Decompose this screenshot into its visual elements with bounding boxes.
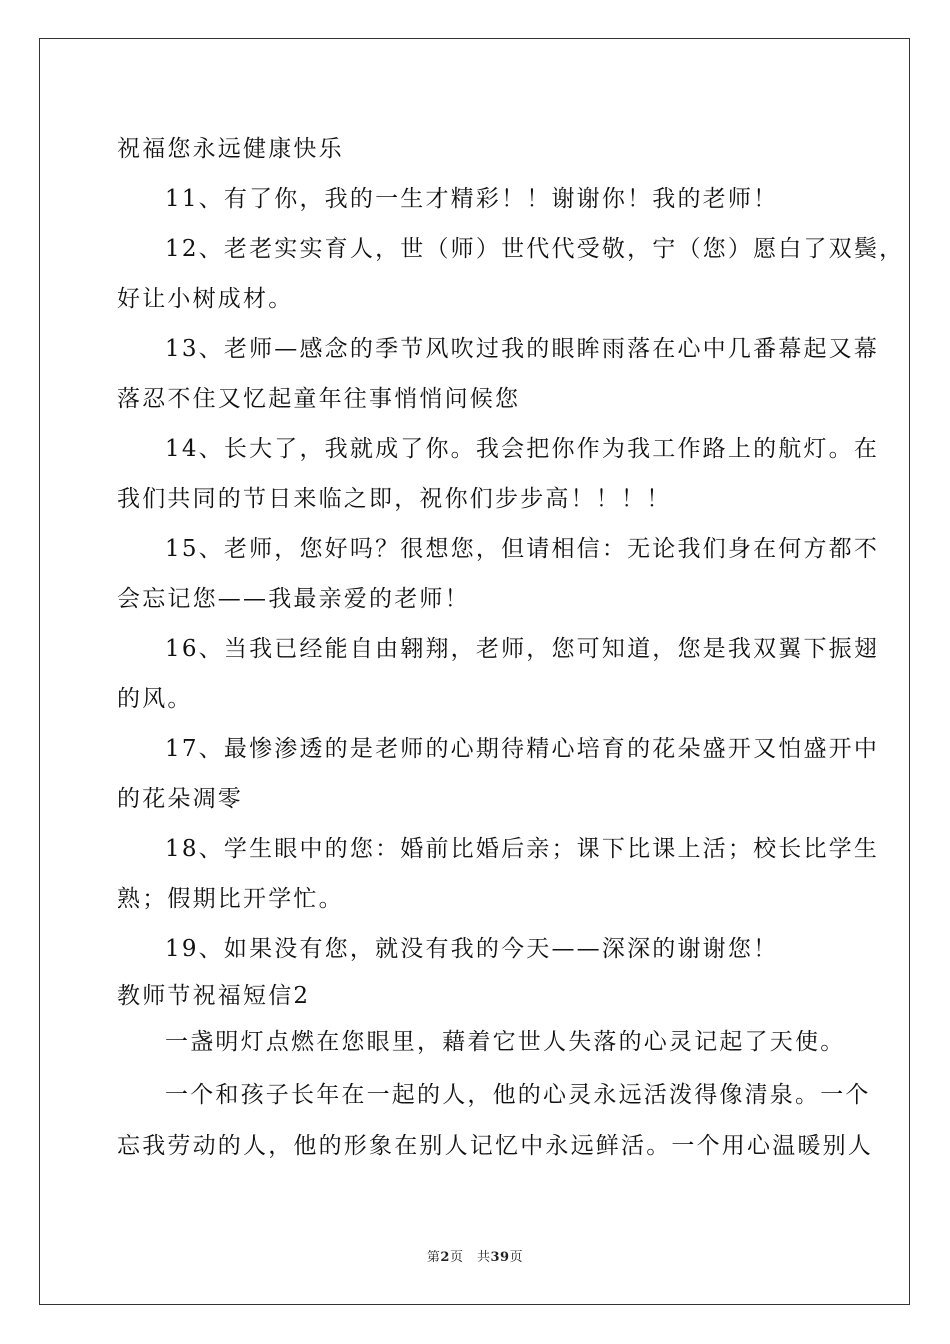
page-footer <box>0 1246 950 1265</box>
total-pages-number: 39 <box>490 1250 510 1265</box>
list-item-12: 12、老老实实育人，世（师）世代代受敬，宁（您）愿白了双鬓， <box>165 236 905 262</box>
text-line: 的花朵凋零 <box>117 786 243 812</box>
list-item-14: 14、长大了，我就成了你。我会把你作为我工作路上的航灯。在 <box>165 436 880 462</box>
list-item-19: 19、如果没有您，就没有我的今天——深深的谢谢您！ <box>165 936 779 962</box>
footer-suffix: 页 <box>509 1250 524 1265</box>
current-page-number: 2 <box>440 1250 450 1265</box>
text-line: 会忘记您——我最亲爱的老师！ <box>117 586 470 612</box>
list-item-17: 17、最惨渗透的是老师的心期待精心培育的花朵盛开又怕盛开中 <box>165 736 880 762</box>
text-line: 祝福您永远健康快乐 <box>117 136 344 162</box>
list-item-13: 13、老师—感念的季节风吹过我的眼眸雨落在心中几番幕起又幕 <box>165 336 880 362</box>
paragraph-line: 一盏明灯点燃在您眼里，藉着它世人失落的心灵记起了天使。 <box>165 1029 846 1055</box>
paragraph-line: 忘我劳动的人，他的形象在别人记忆中永远鲜活。一个用心温暖别人 <box>117 1133 873 1159</box>
text-line: 熟；假期比开学忙。 <box>117 886 344 912</box>
list-item-15: 15、老师，您好吗？很想您，但请相信：无论我们身在何方都不 <box>165 536 880 562</box>
footer-mid: 页 共 <box>449 1250 491 1265</box>
footer-prefix: 第 <box>426 1250 441 1265</box>
text-line: 我们共同的节日来临之即，祝你们步步高！！！！ <box>117 486 672 512</box>
text-line: 的风。 <box>117 686 193 712</box>
paragraph-line: 一个和孩子长年在一起的人，他的心灵永远活泼得像清泉。一个 <box>165 1082 871 1108</box>
list-item-16: 16、当我已经能自由翱翔，老师，您可知道，您是我双翼下振翅 <box>165 636 880 662</box>
list-item-11: 11、有了你，我的一生才精彩！！谢谢你！我的老师！ <box>165 186 779 212</box>
text-line: 好让小树成材。 <box>117 286 294 312</box>
text-line: 落忍不住又忆起童年往事悄悄问候您 <box>117 386 521 412</box>
list-item-18: 18、学生眼中的您：婚前比婚后亲；课下比课上活；校长比学生 <box>165 836 880 862</box>
section-heading: 教师节祝福短信2 <box>117 983 311 1009</box>
